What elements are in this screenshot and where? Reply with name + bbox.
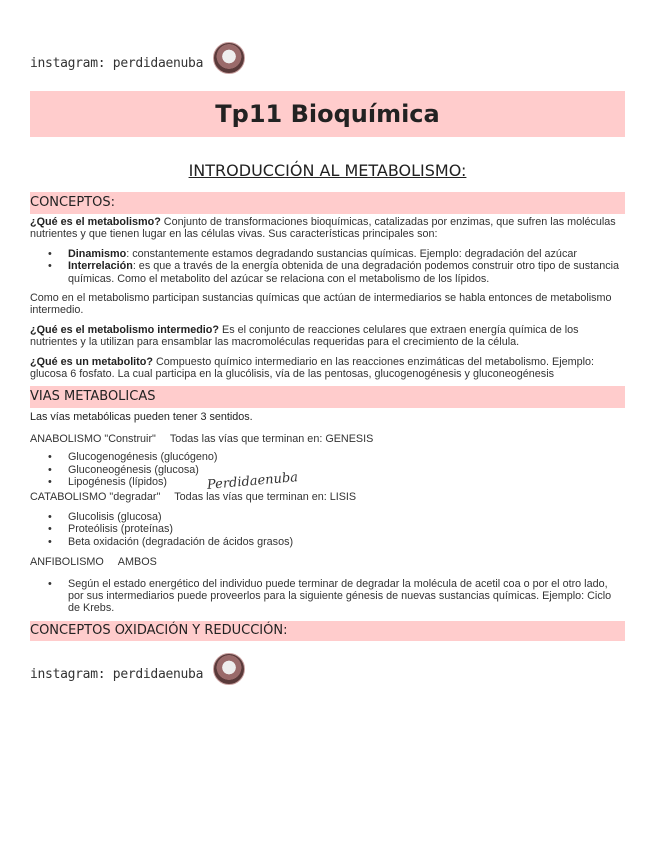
- paragraph-metabolismo: [30, 216, 625, 241]
- list-item: • Beta oxidación (degradación de ácidos grasos): [30, 536, 625, 548]
- vias-intro: Las vías metabólicas pueden tener 3 sentidos.: [30, 411, 253, 424]
- anabolismo-list: [30, 451, 625, 494]
- answer: Es el conjunto de reacciones celulares que extraen energía química de los nutrientes y la utilizan para ensamblar las macromoléculas requeridas para el crecimiento de la célula.: [30, 323, 579, 349]
- term: Dinamismo: [68, 247, 127, 260]
- vias-body: [30, 411, 625, 614]
- label: ANFIBOLISMO: [30, 556, 104, 569]
- anfibolismo-line: [30, 556, 625, 568]
- list-item: [30, 260, 625, 285]
- list-item: • Gluconeogénesis (glucosa): [30, 464, 625, 476]
- term: Interrelación: [68, 260, 133, 273]
- answer: Conjunto de transformaciones bioquímicas, catalizadas por enzimas, que sufren las moléculas nutrientes y que tienen lugar en las células vivas. Sus características principales son:: [30, 216, 616, 241]
- page-title: Tp11 Bioquímica: [30, 91, 625, 137]
- header-row: [30, 42, 625, 74]
- list-item: • Según el estado energético del individuo puede terminar de degradar la molécula de acetil coa o por el otro lado, por sus intermediarios puede proveerlos para la siguiente génesis de nuevas sustancias químicas. Ejemplo: Ciclo de Krebs.: [30, 578, 625, 615]
- instagram-handle-footer: instagram: perdidaenuba: [30, 666, 204, 682]
- question: ¿Qué es el metabolismo intermedio?: [30, 323, 219, 336]
- characteristics-list: [30, 248, 625, 285]
- instagram-handle: instagram: perdidaenuba: [30, 56, 204, 71]
- catabolismo-list: [30, 511, 625, 548]
- description: Todas las vías que terminan en: LISIS: [174, 490, 357, 503]
- avatar: [213, 42, 245, 74]
- catabolismo-line: [30, 491, 625, 503]
- section-heading-intro: INTRODUCCIÓN AL METABOLISMO:: [188, 161, 467, 180]
- question: ¿Qué es un metabolito?: [30, 355, 153, 368]
- paragraph-q3: [30, 356, 625, 381]
- list-item: [30, 248, 625, 260]
- avatar-footer: [213, 653, 245, 685]
- note: AMBOS: [117, 556, 157, 569]
- label: CATABOLISMO: [30, 490, 107, 503]
- conceptos-body: [30, 216, 625, 380]
- footer-row: [30, 653, 625, 685]
- anfibolismo-list: [30, 578, 625, 615]
- note: "Construir": [104, 432, 156, 445]
- note: "degradar": [109, 490, 161, 503]
- definition: : es que a través de la energía obtenida de una degradación podemos construir otro tipo de sustancia químicas. Como el metabolito del azúcar se relaciona con el metabolismo de los lípidos.: [68, 260, 619, 285]
- paragraph-q2: [30, 324, 625, 349]
- heading-vias: VIAS METABOLICAS: [30, 386, 625, 408]
- list-item: [30, 470, 625, 494]
- answer: Compuesto químico intermediario en las reacciones enzimáticas del metabolismo. Ejemplo: glucosa 6 fosfato. La cual participa en la glucólisis, vía de las pentosas, glucogenogénesis y gluconeogénesis: [30, 355, 595, 381]
- list-item: • Glucogenogénesis (glucógeno): [30, 451, 625, 463]
- description: Todas las vías que terminan en: GENESIS: [169, 432, 374, 445]
- list-item-text: Lipogénesis (lípidos): [68, 476, 168, 489]
- list-item: • Proteólisis (proteínas): [30, 523, 625, 535]
- question: ¿Qué es el metabolismo?: [30, 216, 161, 228]
- definition: : constantemente estamos degradando sustancias químicas. Ejemplo: degradación del azúcar: [126, 247, 577, 260]
- heading-conceptos: CONCEPTOS:: [30, 192, 625, 214]
- anabolismo-line: [30, 433, 625, 445]
- list-item: • Glucolisis (glucosa): [30, 511, 625, 523]
- label: ANABOLISMO: [30, 432, 102, 445]
- paragraph-intermedio: Como en el metabolismo participan sustancias químicas que actúan de intermediarios se habla entonces de metabolismo intermedio.: [30, 292, 612, 317]
- watermark-signature: Perdidaenuba: [206, 470, 299, 494]
- heading-oxidacion: CONCEPTOS OXIDACIÓN Y REDUCCIÓN:: [30, 621, 625, 641]
